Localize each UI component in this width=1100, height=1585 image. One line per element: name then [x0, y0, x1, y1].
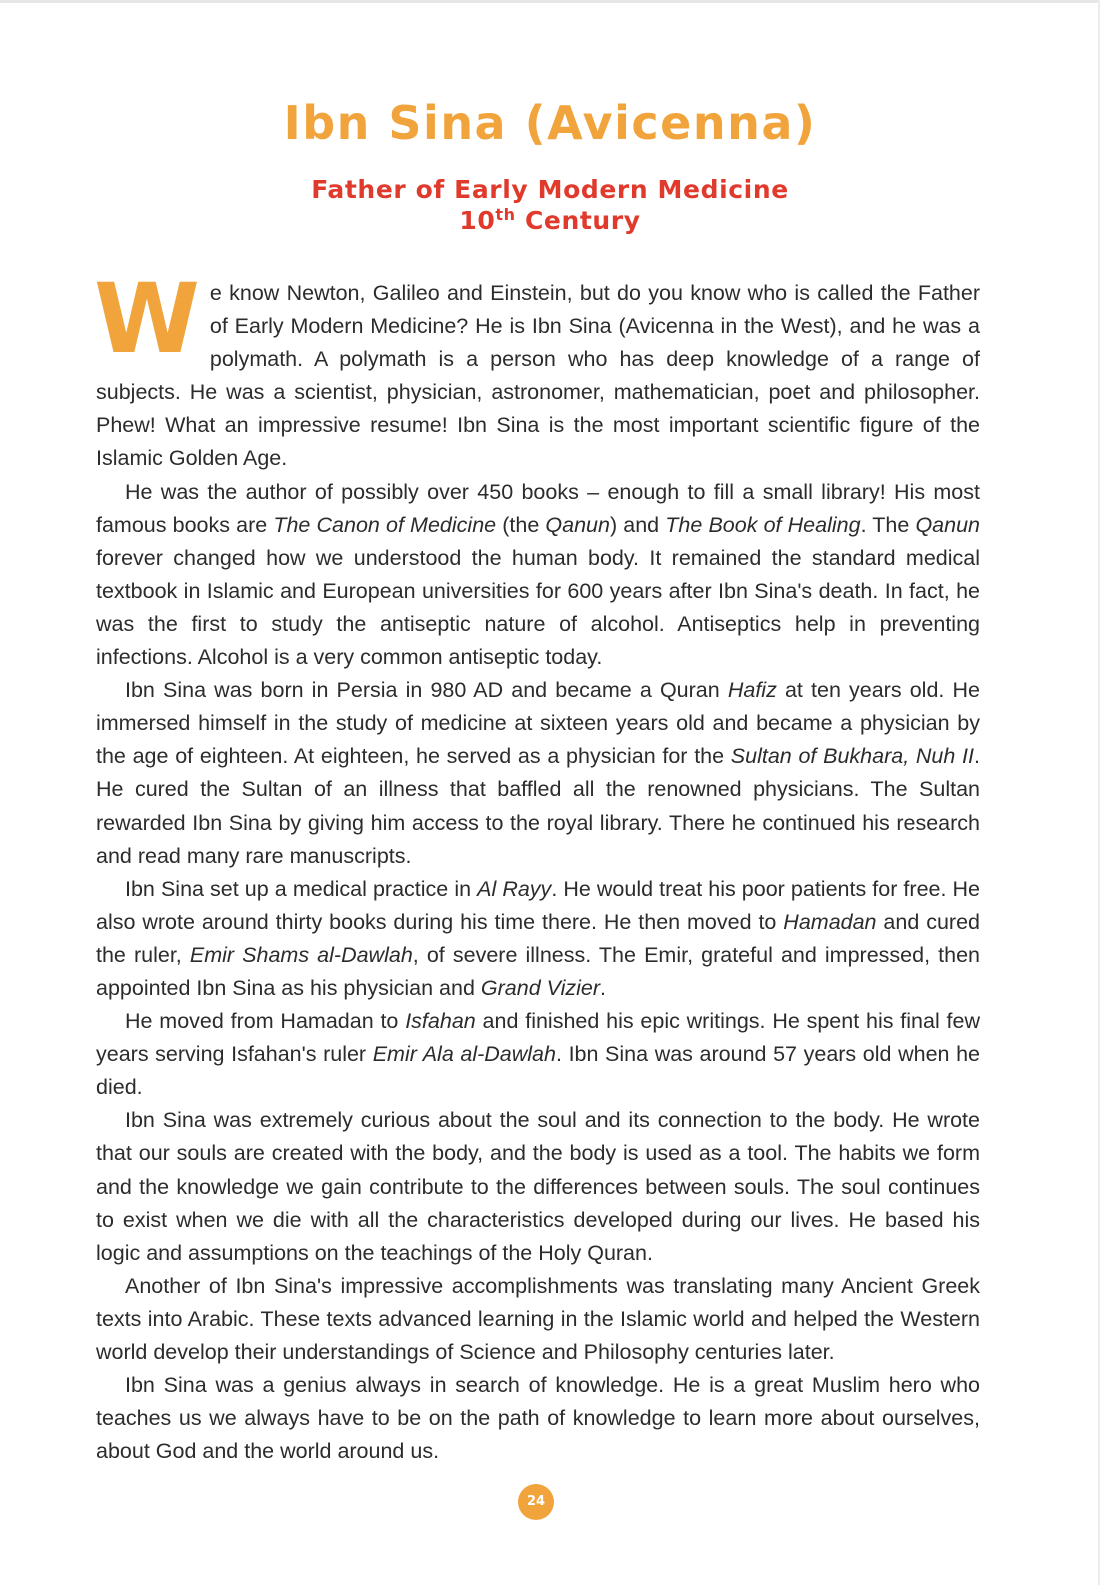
paragraph-5: [96, 1005, 980, 1104]
p5-text-c: and finished his epic writings. He spent his final few years serving Isfahan's ruler: [96, 1009, 980, 1067]
p3-text-e: . He cured the Sultan of an illness that baffled all the renowned physicians. The Sultan rewarded Ibn Sina by giving him access to the royal library. There he continued his research and read many rare manuscripts.: [96, 744, 980, 868]
article-body: [94, 263, 981, 1468]
paragraph-8: Ibn Sina was a genius always in search of knowledge. He is a great Muslim hero who teaches us we always have to be on the path of knowledge to learn more about ourselves, about God and the world around us.: [96, 1373, 980, 1464]
paragraph-2: [96, 476, 980, 675]
p4-text-i: .: [600, 975, 606, 1000]
p2-text-g: . The: [860, 512, 916, 537]
p2-text-a: He was the author of possibly over 450 books – enough to fill a small library! His most famous books are: [96, 479, 980, 537]
term-hafiz: Hafiz: [727, 678, 777, 703]
p4-text-g: , of severe illness. The Emir, grateful and impressed, then appointed Ibn Sina as his physician and: [96, 942, 980, 1000]
book-name-qanun: Qanun: [545, 512, 610, 537]
p5-text-e: . Ibn Sina was around 57 years old when he died.: [96, 1042, 981, 1100]
century-suffix: th: [495, 205, 516, 224]
place-hamadan: Hamadan: [783, 909, 877, 934]
drop-cap: W: [94, 263, 200, 375]
book-title-healing: The Book of Healing: [665, 512, 861, 537]
term-grand-vizier: Grand Vizier: [480, 975, 600, 1000]
p3-text-c: at ten years old. He immersed himself in the study of medicine at sixteen years old and became a physician by the age of eighteen. At eighteen, he served as a physician for the: [96, 678, 980, 769]
book-name-qanun-2: Qanun: [915, 512, 981, 537]
paragraph-3: [96, 674, 980, 873]
term-emir-shams: Emir Shams al-Dawlah: [189, 942, 413, 967]
place-isfahan: Isfahan: [405, 1009, 476, 1034]
century-word: Century: [524, 206, 641, 235]
century-line: [0, 205, 1100, 236]
term-sultan-bukhara: Sultan of Bukhara, Nuh II: [730, 744, 974, 769]
p3-text-a: Ibn Sina was born in Persia in 980 AD and became a Quran: [125, 678, 728, 703]
p2-text-i: forever changed how we understood the human body. It remained the standard medical textbook in Islamic and European universities for 600 years after Ibn Sina's death. In fact, he was the first to study the antiseptic nature of alcohol. Antiseptics help in preventing infections. Alcohol is a very common antiseptic today.: [96, 545, 980, 670]
p5-text-a: He moved from Hamadan to: [125, 1009, 406, 1034]
p4-text-e: and cured the ruler,: [96, 909, 980, 967]
p2-text-e: ) and: [609, 512, 666, 537]
page-subtitle: [0, 174, 1100, 236]
p4-text-c: . He would treat his poor patients for free. He also wrote around thirty books during his time there. He then moved to: [96, 876, 981, 934]
p2-text-c: (the: [496, 512, 546, 537]
book-title-canon: The Canon of Medicine: [273, 512, 497, 537]
page-number-badge: 24: [518, 1484, 554, 1520]
century-number: 10: [459, 206, 496, 235]
paragraph-7: Another of Ibn Sina's impressive accomplishments was translating many Ancient Greek texts into Arabic. These texts advanced learning in the Islamic world and helped the Western world develop their understandings of Science and Philosophy centuries later.: [96, 1273, 980, 1364]
paragraph-1-text: e know Newton, Galileo and Einstein, but do you know who is called the Father of Early Modern Medicine? He is Ibn Sina (Avicenna in the West), and he was a polymath. A polymath is a person who has deep knowledge of a range of subjects. He was a scientist, physician, astronomer, mathematician, poet and philosopher. Phew! What an impressive resume! Ibn Sina is the most important scientific figure of the Islamic Golden Age.: [96, 281, 980, 471]
place-al-rayy: Al Rayy: [477, 876, 552, 901]
paragraph-1: [94, 263, 980, 476]
paragraph-6: Ibn Sina was extremely curious about the soul and its connection to the body. He wrote that our souls are created with the body, and the body is used as a tool. The habits we form and the knowledge we gain contribute to the differences between souls. The soul continues to exist when we die with all the characteristics developed during our lives. He based his logic and assumptions on the teachings of the Holy Quran.: [96, 1108, 980, 1265]
paragraph-4: [96, 873, 980, 1005]
p4-text-a: Ibn Sina set up a medical practice in: [125, 876, 478, 901]
page-top-edge: [0, 0, 1100, 3]
term-emir-ala: Emir Ala al-Dawlah: [372, 1042, 556, 1067]
subtitle-line: Father of Early Modern Medicine: [311, 175, 789, 204]
page-title: Ibn Sina (Avicenna): [283, 96, 817, 150]
